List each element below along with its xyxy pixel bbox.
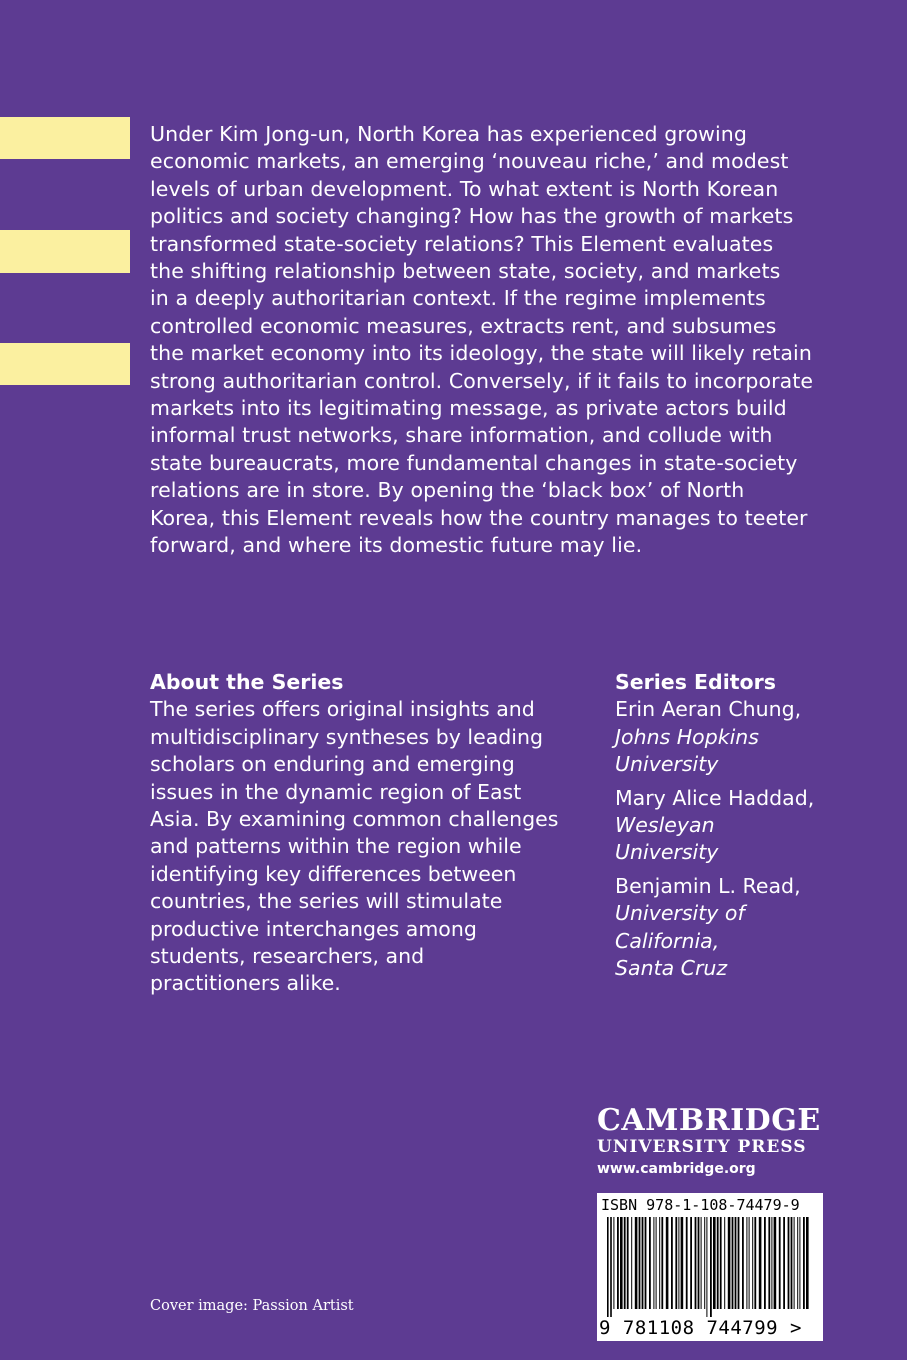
blurb-line: transformed state-society relations? This Element evaluates	[150, 231, 774, 256]
about-series-line: scholars on enduring and emerging	[150, 752, 515, 777]
about-series-line: productive interchanges among	[150, 916, 477, 941]
barcode-bar	[794, 1217, 795, 1309]
blurb-line: the shifting relationship between state, society, and markets	[150, 259, 781, 284]
barcode-bar	[720, 1217, 722, 1309]
editor-affiliation: University of	[615, 901, 745, 926]
barcode-bar	[678, 1217, 679, 1309]
barcode-bar	[659, 1217, 660, 1309]
barcode-bar	[690, 1217, 692, 1309]
cover-image-credit: Cover image: Passion Artist	[150, 1298, 354, 1314]
editor-name: Mary Alice Haddad,	[615, 785, 815, 810]
blurb-line: the market economy into its ideology, the state will likely retain	[150, 341, 812, 366]
publisher-name: CAMBRIDGE	[597, 1103, 821, 1138]
barcode-bar	[710, 1217, 712, 1317]
barcode-bar	[774, 1217, 777, 1309]
editor-name: Benjamin L. Read,	[615, 873, 801, 898]
about-series-line: countries, the series will stimulate	[150, 889, 503, 914]
blurb-line: markets into its legitimating message, as private actors build	[150, 396, 787, 421]
barcode-bar	[698, 1217, 700, 1309]
barcode-bar	[706, 1217, 707, 1317]
barcode-bar	[645, 1217, 647, 1309]
editor-name: Erin Aeran Chung,	[615, 697, 802, 722]
about-series-line: issues in the dynamic region of East	[150, 779, 522, 804]
barcode-bar	[791, 1217, 793, 1309]
blurb-line: relations are in store. By opening the ‘black box’ of North	[150, 478, 745, 503]
about-series-line: multidisciplinary syntheses by leading	[150, 724, 543, 749]
barcode-bar	[607, 1217, 609, 1317]
barcode-bar	[728, 1217, 731, 1309]
decorative-stripe-top	[0, 117, 130, 159]
about-series-line: students, researchers, and	[150, 944, 425, 969]
blurb-line: politics and society changing? How has the growth of markets	[150, 204, 794, 229]
barcode-bar	[799, 1217, 800, 1309]
barcode-bar	[627, 1217, 629, 1309]
barcode-bar	[653, 1217, 654, 1309]
barcode-bars	[605, 1217, 815, 1317]
editor-affiliation: Wesleyan	[615, 813, 715, 838]
editor-affiliation: Johns Hopkins	[615, 724, 759, 749]
barcode-bar	[735, 1217, 737, 1309]
barcode-bar	[713, 1217, 716, 1309]
editor-affiliation: Santa Cruz	[615, 956, 728, 981]
barcode-bar	[681, 1217, 684, 1309]
barcode-bar	[613, 1217, 614, 1309]
barcode-bar	[746, 1217, 747, 1309]
barcode-bar	[624, 1217, 626, 1309]
barcode-bar	[742, 1217, 744, 1309]
decorative-stripe-bottom	[0, 343, 130, 385]
publisher-url: www.cambridge.org	[597, 1161, 756, 1177]
blurb-line: economic markets, an emerging ‘nouveau riche,’ and modest	[150, 149, 789, 174]
blurb-line: in a deeply authoritarian context. If the regime implements	[150, 286, 766, 311]
barcode-bar	[768, 1217, 770, 1309]
publisher-subtitle: UNIVERSITY PRESS	[597, 1137, 807, 1157]
about-series-line: identifying key differences between	[150, 861, 517, 886]
isbn-label: ISBN 978-1-108-74479-9	[601, 1196, 800, 1214]
blurb-line: Under Kim Jong-un, North Korea has experienced growing	[150, 122, 747, 146]
blurb-line: strong authoritarian control. Conversely, if it fails to incorporate	[150, 368, 814, 393]
blurb-line: controlled economic measures, extracts rent, and subsumes	[150, 313, 777, 338]
blurb-line: levels of urban development. To what extent is North Korean	[150, 176, 779, 201]
editor-entry	[615, 785, 875, 867]
editor-affiliation: University	[615, 840, 719, 865]
barcode-bar	[749, 1217, 750, 1309]
blurb-line: informal trust networks, share information, and collude with	[150, 423, 773, 448]
barcode-bar	[631, 1217, 632, 1309]
barcode-bar	[764, 1217, 766, 1309]
barcode-bar	[717, 1217, 719, 1309]
barcode-bar	[754, 1217, 756, 1309]
barcode-bar	[695, 1217, 697, 1309]
publisher-logo	[597, 1105, 827, 1177]
barcode-bar	[656, 1217, 657, 1309]
barcode-bar	[759, 1217, 762, 1309]
barcode-bar	[617, 1217, 619, 1309]
barcode-bar	[779, 1217, 781, 1309]
barcode-bar	[701, 1217, 702, 1309]
decorative-stripe-middle	[0, 230, 130, 273]
about-series-line: and patterns within the region while	[150, 834, 522, 859]
barcode-bar	[783, 1217, 785, 1309]
barcode-bar	[686, 1217, 688, 1309]
isbn-barcode	[597, 1193, 823, 1341]
barcode-bar	[671, 1217, 673, 1309]
barcode-bar	[675, 1217, 677, 1309]
barcode-bar	[752, 1217, 753, 1309]
about-series-heading: About the Series	[150, 670, 344, 694]
barcode-bar	[642, 1217, 644, 1309]
barcode-bar	[661, 1217, 663, 1309]
about-series-section	[150, 669, 590, 998]
barcode-bar	[732, 1217, 734, 1309]
barcode-bar	[797, 1217, 798, 1309]
barcode-bar	[704, 1217, 705, 1309]
barcode-bar	[806, 1217, 809, 1309]
barcode-bar	[724, 1217, 725, 1309]
about-series-line: practitioners alike.	[150, 971, 341, 996]
series-editors-heading: Series Editors	[615, 670, 776, 694]
barcode-number: 9 781108 744799 >	[599, 1317, 802, 1339]
barcode-bar	[635, 1217, 638, 1309]
book-blurb	[150, 121, 850, 560]
editor-entry	[615, 873, 875, 983]
barcode-bar	[639, 1217, 641, 1309]
editor-affiliation: University	[615, 752, 719, 777]
blurb-line: forward, and where its domestic future may lie.	[150, 533, 643, 558]
about-series-line: Asia. By examining common challenges	[150, 807, 559, 832]
about-series-line: The series offers original insights and	[150, 697, 535, 722]
barcode-bar	[771, 1217, 772, 1309]
barcode-bar	[620, 1217, 623, 1309]
editor-affiliation: California,	[615, 928, 720, 953]
barcode-bar	[610, 1217, 612, 1317]
barcode-bar	[803, 1217, 805, 1309]
barcode-bar	[788, 1217, 790, 1309]
series-editors-section	[615, 669, 875, 988]
blurb-line: Korea, this Element reveals how the country manages to teeter	[150, 505, 808, 530]
barcode-bar	[738, 1217, 740, 1309]
barcode-bar	[649, 1217, 651, 1309]
editor-entry	[615, 696, 875, 778]
barcode-bar	[666, 1217, 669, 1309]
blurb-line: state bureaucrats, more fundamental changes in state-society	[150, 450, 798, 475]
